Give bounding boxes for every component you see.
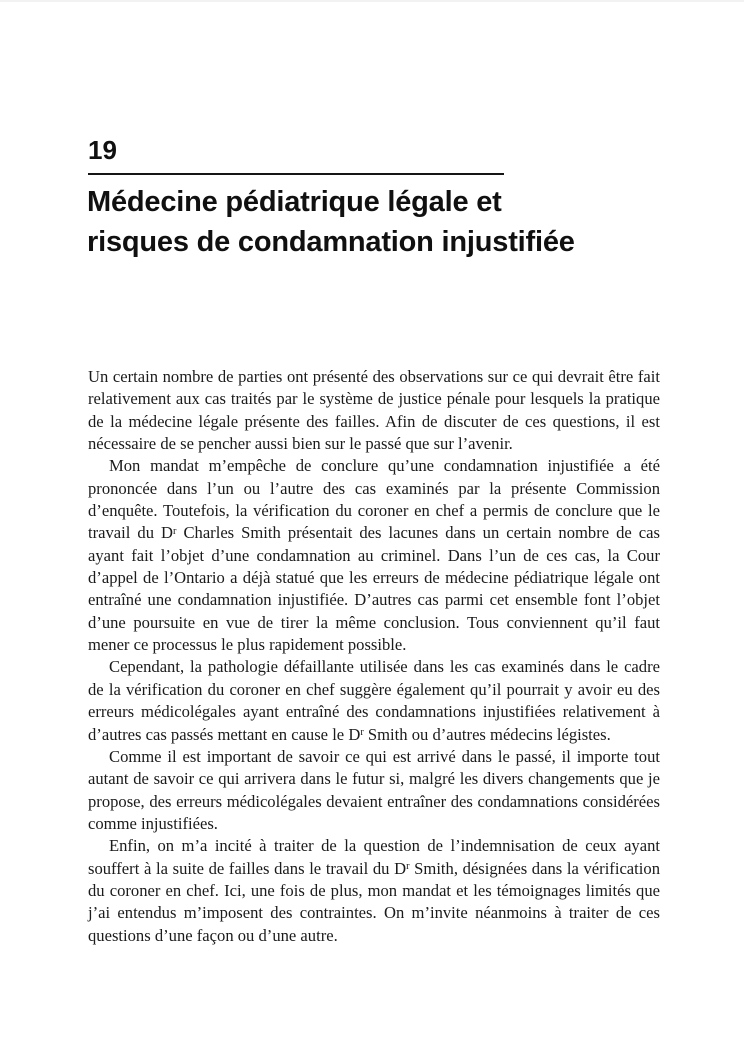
text-run: Enfin, on m’a incité à traiter de la question de l’indemnisation de ceux ayant souffert à la suite de failles dans le travail du D — [88, 836, 660, 878]
paragraph — [88, 656, 660, 745]
superscript-ordinal: r — [173, 526, 177, 538]
superscript-ordinal: r — [360, 727, 364, 739]
chapter-head — [88, 135, 504, 175]
paragraph — [88, 455, 660, 656]
paragraph — [88, 366, 660, 455]
chapter-title — [87, 182, 687, 262]
text-run: Cependant, la pathologie défaillante utilisée dans les cas examinés dans le cadre de la vérification du coroner en chef suggère également qu’il pourrait y avoir eu des erreurs médicolégales ayant entraîné des condamnations injustifiées relativement à d’autres cas passés mettant en cause le D — [88, 657, 660, 744]
text-run: Un certain nombre de parties ont présenté des observations sur ce qui devrait être fait relativement aux cas traités par le système de justice pénale pour lesquels la pratique de la médecine légale présente des failles. Afin de discuter de ces questions, il est nécessaire de se pencher aussi bien sur le passé que sur l’avenir. — [88, 367, 660, 454]
page-top-edge — [0, 0, 744, 2]
chapter-title-line-1: Médecine pédiatrique légale et — [87, 186, 502, 218]
paragraph — [88, 835, 660, 947]
superscript-ordinal: r — [406, 861, 410, 873]
chapter-number: 19 — [88, 135, 117, 165]
text-run: Smith, désignées dans la vérification du coroner en chef. Ici, une fois de plus, mon mandat et les témoignages limités que j’ai entendus m’imposent des contraintes. On m’invite néanmoins à traiter de ces questions d’une façon ou d’une autre. — [88, 858, 660, 945]
paragraph — [88, 746, 660, 835]
text-run: Smith ou d’autres médecins légistes. — [363, 724, 611, 744]
chapter-title-line-2: risques de condamnation injustifiée — [87, 226, 575, 258]
chapter-rule — [88, 173, 504, 175]
text-run: Mon mandat m’empêche de conclure qu’une condamnation injustifiée a été prononcée dans l’un ou l’autre des cas examinés par la présente Commission d’enquête. Toutefois, la vérification du coroner en chef a permis de conclure que le travail du D — [88, 456, 660, 543]
body-text — [88, 366, 660, 947]
text-run: Charles Smith présentait des lacunes dans un certain nombre de cas ayant fait l’objet d’une condamnation au criminel. Dans l’un de ces cas, la Cour d’appel de l’Ontario a déjà statué que les erreurs de médecine pédiatrique légale ont entraîné une condamnation injustifiée. D’autres cas parmi cet ensemble font l’objet d’une poursuite en vue de tirer la même conclusion. Tous conviennent qu’il faut mener ce processus le plus rapidement possible. — [88, 523, 660, 655]
text-run: Comme il est important de savoir ce qui est arrivé dans le passé, il importe tout autant de savoir ce qui arrivera dans le futur si, malgré les divers changements que je propose, des erreurs médicolégales devaient entraîner des condamnations considérées comme injustifiées. — [88, 746, 660, 833]
